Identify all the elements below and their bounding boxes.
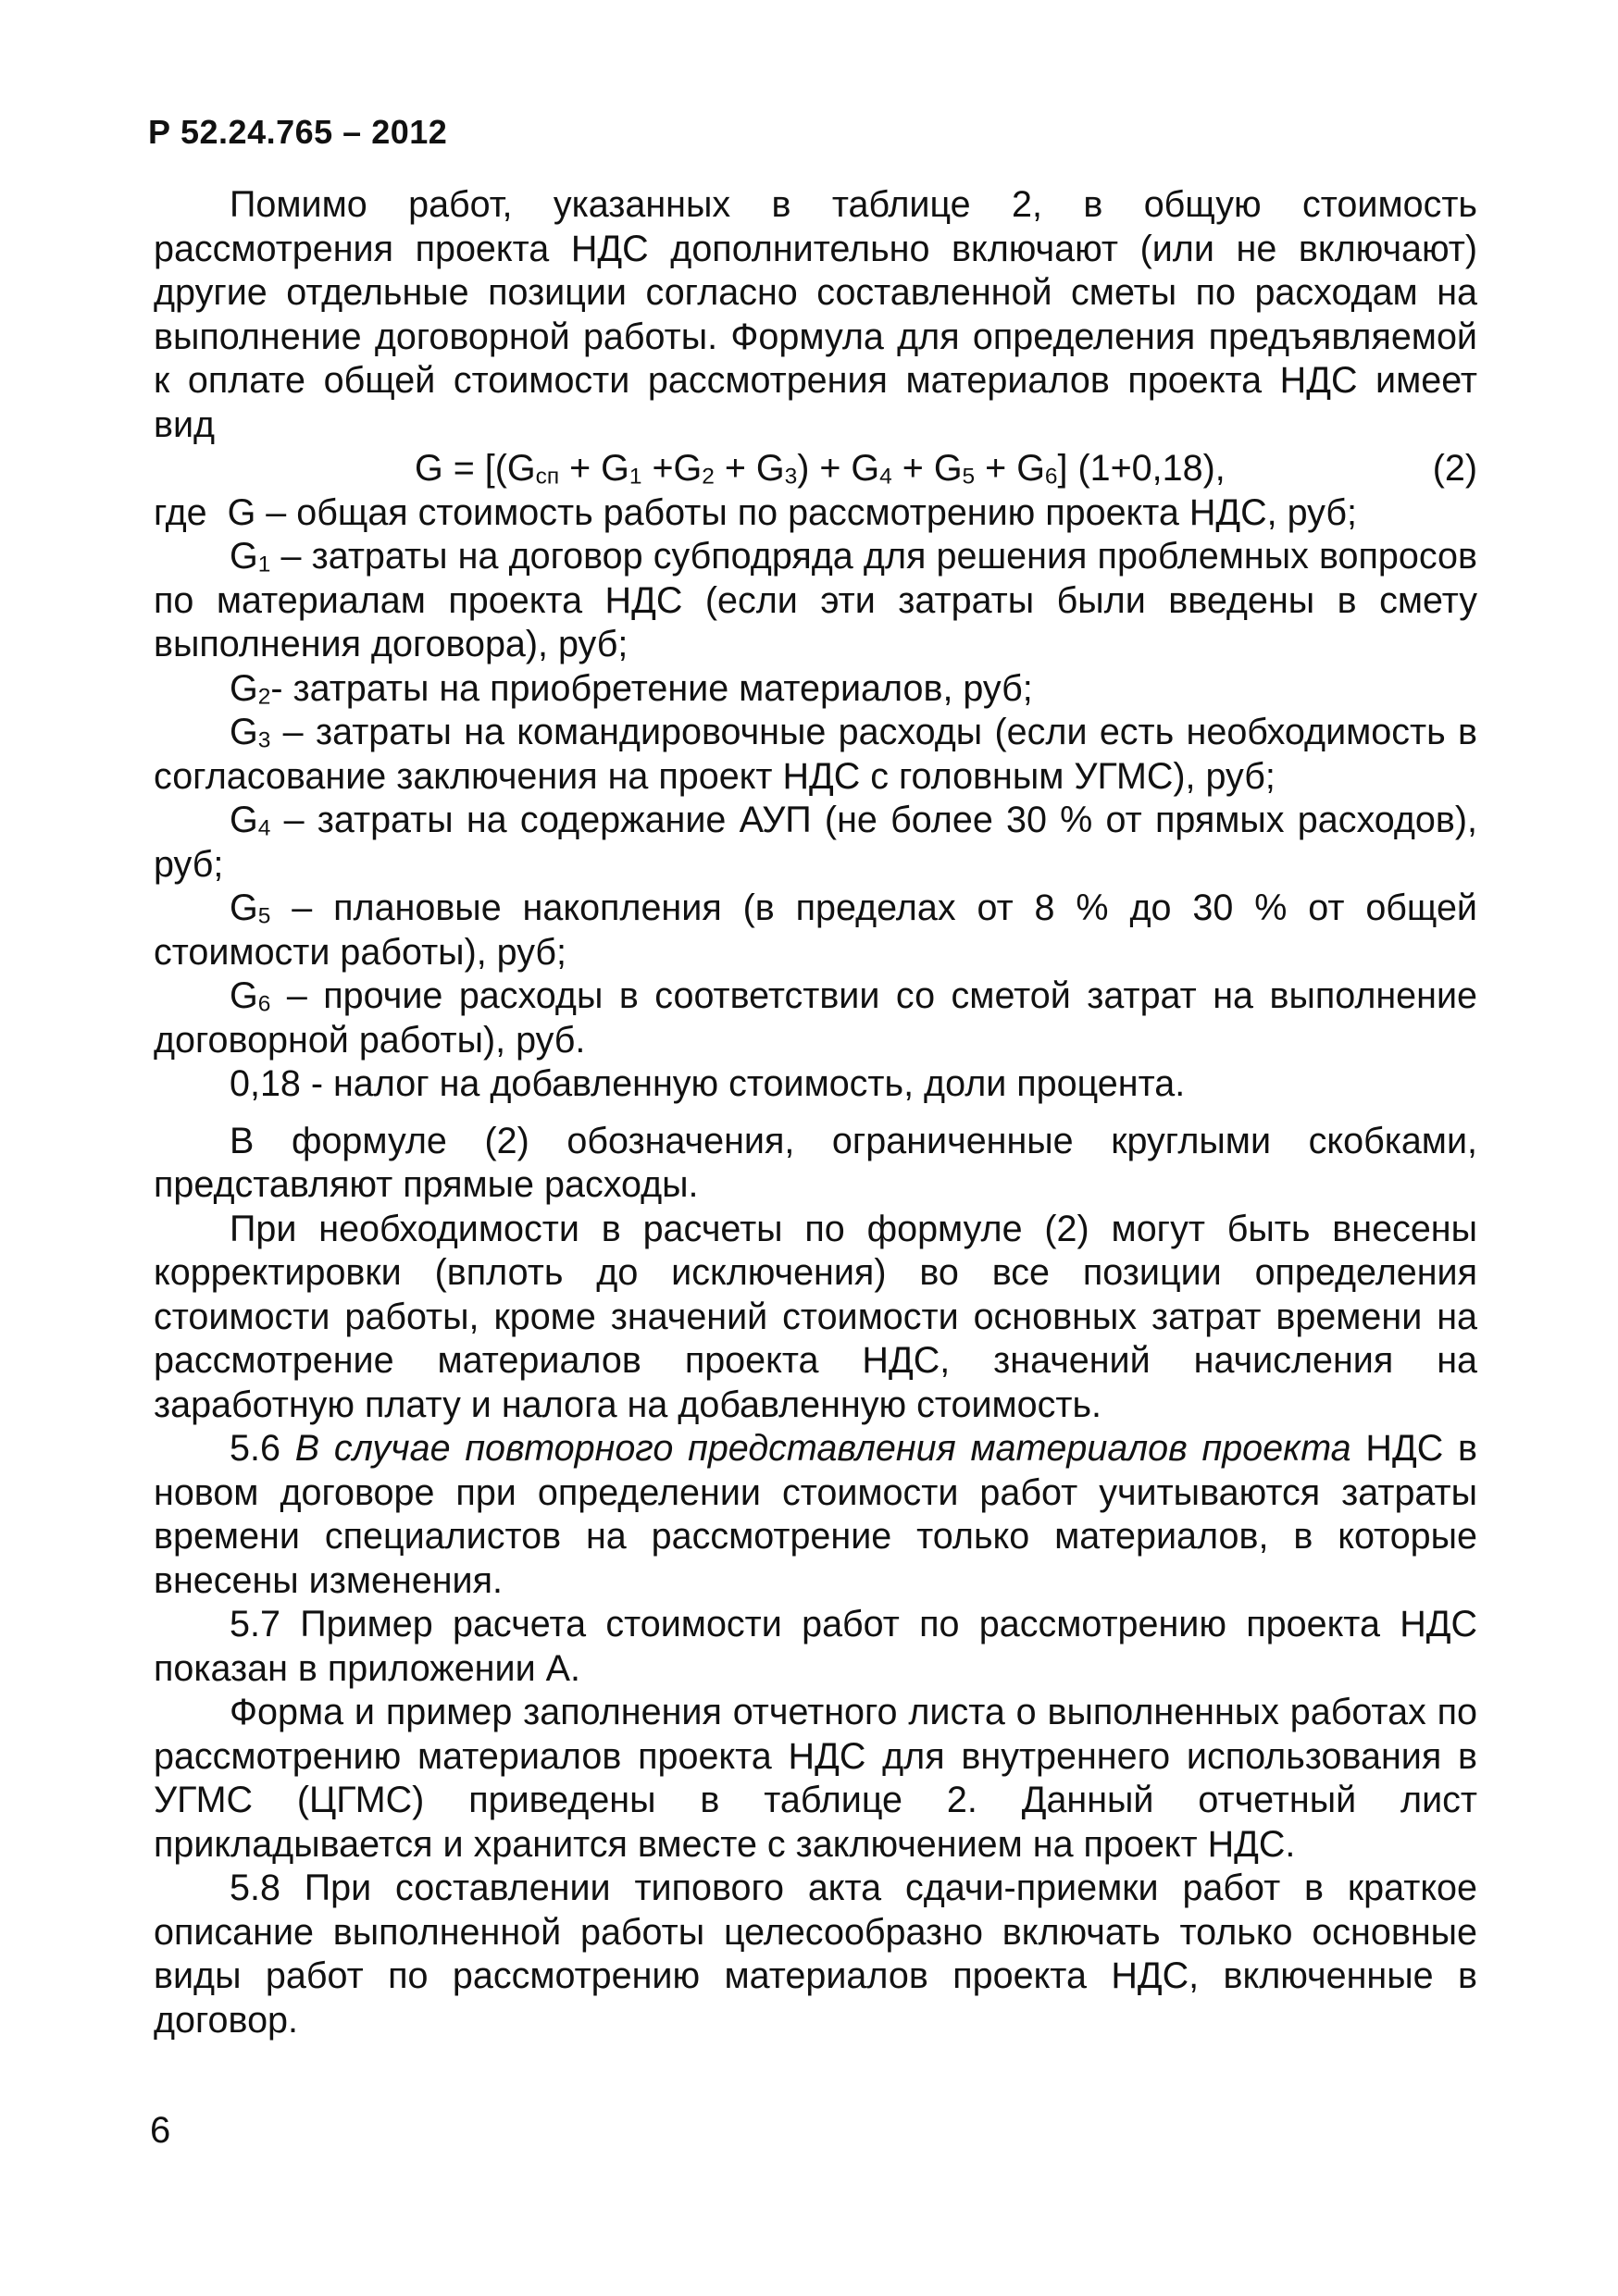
- paragraph-5-6: 5.6 В случае повторного представления материалов проекта НДС в новом договоре при определении стоимости работ учитываются затраты времени специалистов на рассмотрение только материалов, в которые внесены изменения.: [154, 1428, 1478, 1601]
- paragraph-report-form: Форма и пример заполнения отчетного листа о выполненных работах по рассмотрению материалов проекта НДС для внутреннего использования в УГМС (ЦГМС) приведены в таблице 2. Данный отчетный лист прикладывается и хранится вместе с заключением на проект НДС.: [154, 1692, 1477, 1865]
- definition-vat: 0,18 - налог на добавленную стоимость, доли процента.: [230, 1063, 1186, 1104]
- definition-g2: $G_2-$ затраты на приобретение материалов, руб;: [230, 667, 1033, 710]
- page-body: [154, 183, 1477, 2042]
- definition-g1: $G_1$ – затраты на договор субподряда для решения проблемных вопросов по материалам проекта НДС (если эти затраты были введены в смету выполнения договора), руб;: [154, 536, 1477, 664]
- paragraph-intro: Помимо работ, указанных в таблице 2, в общую стоимость рассмотрения проекта НДС дополнительно включают (или не включают) другие отдельные позиции согласно составленной сметы по расходам на выполнение договорной работы. Формула для определения предъявляемой к оплате общей стоимости рассмотрения материалов проекта НДС имеет вид: [154, 184, 1477, 445]
- paragraph-5-8: 5.8 При составлении типового акта сдачи-приемки работ в краткое описание выполненной работы целесообразно включать только основные виды работ по рассмотрению материалов проекта НДС, включенные в договор.: [154, 1868, 1477, 2041]
- formula-2: [154, 447, 1477, 491]
- definition-g: где G – общая стоимость работы по рассмотрению проекта НДС, руб;: [154, 491, 1357, 533]
- definition-g6: $G_6$ – прочие расходы в соответствии со сметой затрат на выполнение договорной работы), руб.: [154, 975, 1477, 1061]
- definition-g3: $G_3$ – затраты на командировочные расходы (если есть необходимость в согласование заключения на проект НДС с головным УГМС), руб;: [154, 712, 1477, 797]
- definition-g4: $G_4$ – затраты на содержание АУП (не более 30 % от прямых расходов), руб;: [154, 800, 1477, 885]
- definition-g5: $G_5$ – плановые накопления (в пределах от 8 % до 30 % от общей стоимости работы), руб;: [154, 887, 1477, 973]
- page-number: 6: [150, 2110, 171, 2151]
- paragraph-adjustments: При необходимости в расчеты по формуле (2) могут быть внесены корректировки (вплоть до исключения) во все позиции определения стоимости работы, кроме значений стоимости основных затрат времени на рассмотрение материалов проекта НДС, значений начисления на заработную плату и налога на добавленную стоимость.: [154, 1208, 1477, 1425]
- formula-number: (2): [1432, 448, 1477, 489]
- paragraph-5-6-italic: В случае повторного представления материалов проекта: [294, 1428, 1351, 1469]
- document-code: Р 52.24.765 – 2012: [148, 113, 448, 151]
- paragraph-direct-costs: В формуле (2) обозначения, ограниченные круглыми скобками, представляют прямые расходы.: [154, 1120, 1477, 1205]
- paragraph-5-7: 5.7 Пример расчета стоимости работ по рассмотрению проекта НДС показан в приложении А.: [154, 1604, 1477, 1689]
- formula-expression: $G = [(G_{сп} + G_1 +G_2 + G_3) + G_4 + G_5 + G_6]$ (1+0,18),: [415, 448, 1226, 490]
